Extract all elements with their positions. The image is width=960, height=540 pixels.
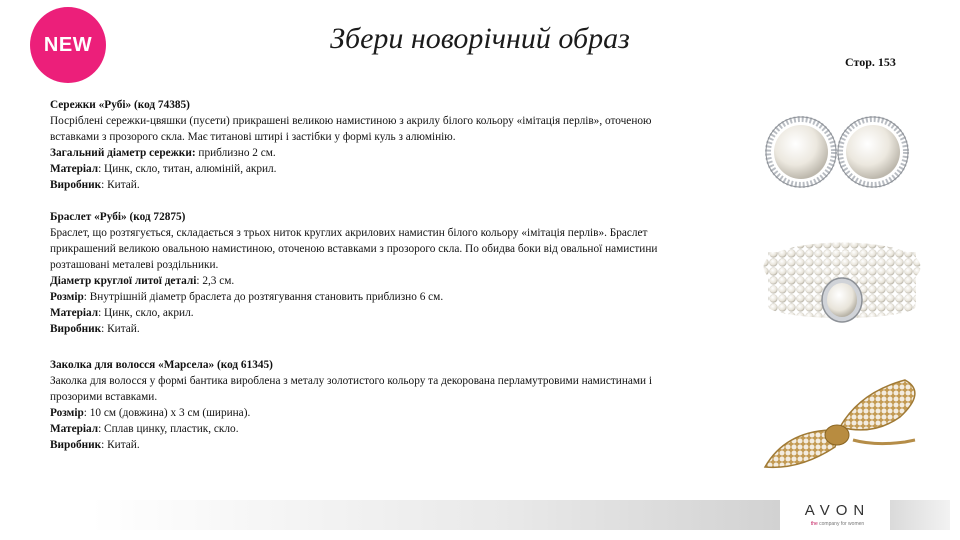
product-earrings: [50, 97, 700, 193]
footer-bar: [90, 500, 780, 530]
new-badge-label: NEW: [43, 33, 93, 56]
product-hairclip: [50, 357, 700, 453]
spec-line: [50, 405, 700, 421]
spec-value: : Китай.: [101, 179, 140, 191]
spec-line: [50, 145, 700, 161]
spec-value: : Китай.: [101, 323, 140, 335]
spec-key: Розмір: [50, 291, 84, 303]
avon-logo-text: AVON: [804, 502, 871, 519]
spec-key: Матеріал: [50, 423, 99, 435]
spec-value: : Китай.: [101, 439, 140, 451]
spec-value: : Сплав цинку, пластик, скло.: [98, 423, 239, 435]
spec-line: [50, 321, 700, 337]
spec-line: [50, 273, 700, 289]
avon-tagline: [785, 521, 890, 527]
spec-value: : 2,3 см.: [196, 275, 235, 287]
spec-value: приблизно 2 см.: [195, 147, 276, 159]
page-title: Збери новорічний образ: [330, 22, 630, 55]
tagline-rest: company for women: [819, 521, 865, 527]
spec-line: [50, 305, 700, 321]
spec-value: : Цинк, скло, титан, алюміній, акрил.: [98, 163, 277, 175]
bracelet-image: [760, 222, 925, 337]
product-heading: Браслет «Рубі» (код 72875): [50, 211, 186, 223]
spec-key: Виробник: [50, 179, 102, 191]
spec-key: Виробник: [50, 439, 102, 451]
spec-line: [50, 421, 700, 437]
product-description: Заколка для волосся у формі бантика вироблена з металу золотистого кольору та декорована перламутровими намистинами і прозорими вставками.: [50, 375, 653, 403]
spec-line: [50, 437, 700, 453]
spec-value: : Цинк, скло, акрил.: [98, 307, 194, 319]
earrings-image: [758, 112, 918, 192]
product-bracelet: [50, 209, 700, 337]
page-number: Стор. 153: [845, 55, 896, 69]
spec-value: : Внутрішній діаметр браслета до розтягування становить приблизно 6 см.: [83, 291, 444, 303]
spec-key: Діаметр круглої литої деталі: [50, 275, 197, 287]
footer-bar-right: [890, 500, 950, 530]
product-list: [50, 97, 700, 469]
spec-key: Виробник: [50, 323, 102, 335]
tagline-prefix: the: [810, 521, 820, 527]
product-heading: Заколка для волосся «Марсела» (код 61345): [50, 359, 273, 371]
spec-line: [50, 289, 700, 305]
spec-key: Матеріал: [50, 163, 99, 175]
spec-key: Розмір: [50, 407, 84, 419]
product-description: Посріблені сережки-цвяшки (пусети) прикрашені великою намистиною з акрилу білого кольору «імітація перлів», оточеною вставками з прозорого скла. Має титанові штирі і застібки у формі куль з алюмінію.: [50, 115, 652, 143]
spec-line: [50, 161, 700, 177]
spec-key: Матеріал: [50, 307, 99, 319]
avon-logo: [785, 502, 890, 527]
product-heading: Сережки «Рубі» (код 74385): [50, 99, 190, 111]
hairclip-image: [755, 372, 935, 492]
spec-value: : 10 см (довжина) х 3 см (ширина).: [83, 407, 251, 419]
spec-key: Загальний діаметр сережки:: [50, 147, 196, 159]
spec-line: [50, 177, 700, 193]
product-description: Браслет, що розтягується, складається з трьох ниток круглих акрилових намистин білого кольору «імітація перлів». Браслет прикрашений великою овальною намистиною, оточеною вставками з прозорого скла. По обидва боки від овальної намистини розташовані металеві роздільники.: [50, 227, 658, 271]
